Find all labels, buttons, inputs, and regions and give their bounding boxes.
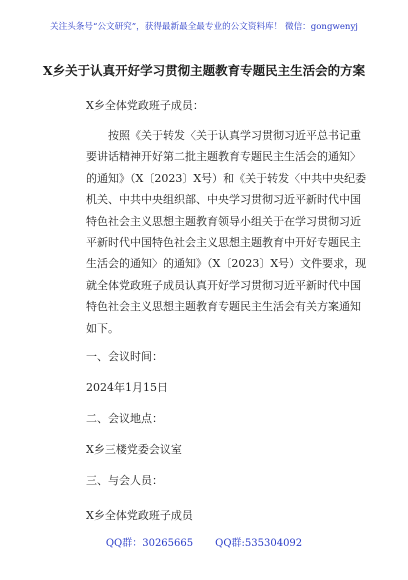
body-line: 的通知》（X〔2023〕X号）和《关于转发〈中共中央纪委 xyxy=(86,171,367,185)
header-banner: 关注头条号“公文研究”，获得最新最全最专业的公文资料库！ 微信：gongwenyj xyxy=(50,22,358,32)
section-content-meeting-time: 2024年1月15日 xyxy=(86,381,168,394)
body-paragraph xyxy=(86,125,367,339)
qq-group-1: QQ群：30265665 xyxy=(105,538,194,549)
section-heading-meeting-time: 一、会议时间： xyxy=(86,350,163,363)
body-line: 就全体党政班子成员认真开好学习贯彻习近平新时代中国 xyxy=(86,278,361,292)
section-content-meeting-place: X乡三楼党委会议室 xyxy=(86,443,182,456)
body-line: 特色社会主义思想主题教育领导小组关于在学习贯彻习近 xyxy=(86,214,361,228)
body-line: 如下。 xyxy=(86,321,119,335)
body-line: 平新时代中国特色社会主义思想主题教育中开好专题民主 xyxy=(86,236,361,250)
footer-contact xyxy=(0,537,408,551)
document-title: X乡关于认真开好学习贯彻主题教育专题民主生活会的方案 xyxy=(42,63,366,78)
body-line: 机关、中共中央组织部、中央学习贯彻习近平新时代中国 xyxy=(86,193,361,207)
body-line: 按照《关于转发〈关于认真学习贯彻习近平总书记重 xyxy=(108,129,361,142)
salutation: X乡全体党政班子成员： xyxy=(86,99,204,112)
body-line: 特色社会主义思想主题教育专题民主生活会有关方案通知 xyxy=(86,300,361,314)
section-heading-attendees: 三、与会人员： xyxy=(86,474,163,487)
section-content-attendees: X乡全体党政班子成员 xyxy=(86,509,193,522)
body-line: 生活会的通知〉的通知》（X〔2023〕X号）文件要求，现 xyxy=(86,257,367,271)
section-heading-meeting-place: 二、会议地点： xyxy=(86,412,163,425)
qq-group-2: QQ群:535304092 xyxy=(215,538,303,549)
body-line: 要讲话精神开好第二批主题教育专题民主生活会的通知〉 xyxy=(86,150,361,164)
